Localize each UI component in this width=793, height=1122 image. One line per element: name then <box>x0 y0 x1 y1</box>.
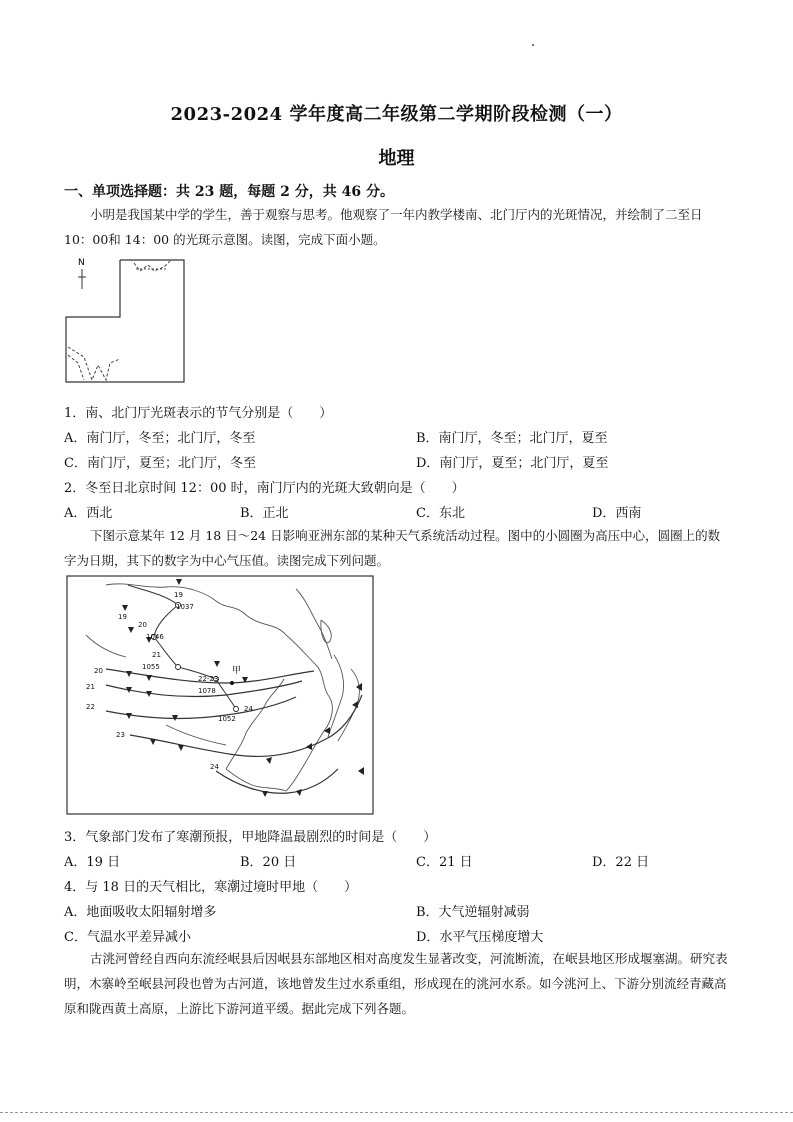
label-day-22-23: 22-23 <box>198 675 219 683</box>
q3-option-d[interactable]: D．22 日 <box>592 855 650 870</box>
corner-dot <box>532 44 534 46</box>
subject-title: 地理 <box>378 148 415 169</box>
passage-2-text: 下图示意某年 12 月 18 日～24 日影响亚洲东部的某种天气系统活动过程。图中的小圆圈为高压中心，圆圈上的数字为日期，其下的数字为中心气压值。读图完成下列问题。 <box>64 528 721 568</box>
label-pressure-1078: 1078 <box>198 687 216 695</box>
passage-3 <box>64 946 729 1021</box>
label-day-24: 24 <box>244 705 253 713</box>
passage-1-text: 小明是我国某中学的学生，善于观察与思考。他观察了一年内教学楼南、北门厅内的光斑情况，并绘制了二至日 10：00和 14：00 的光斑示意图。读图，完成下面小题。 <box>64 207 703 247</box>
q3-option-a[interactable]: A．19 日 <box>64 855 121 870</box>
q2-option-d[interactable]: D．西南 <box>592 506 642 521</box>
label-pressure-1052: 1052 <box>218 715 236 723</box>
q1-option-b[interactable]: B．南门厅，冬至；北门厅，夏至 <box>416 431 608 446</box>
q1-option-a[interactable]: A．南门厅，冬至；北门厅，冬至 <box>64 431 256 446</box>
passage-3-text: 古洮河曾经自西向东流经岷县后因岷县东部地区相对高度发生显著改变，河流断流，在岷县地区形成堰塞湖。研究表明，木寨岭至岷县河段也曾为古河道，该地曾发生过水系重组，形成现在的洮河水系。如今洮河上、下游分别流经青藏高原和陇西黄土高原，上游比下游河道平缓。据此完成下列各题。 <box>64 951 728 1016</box>
label-pressure-1046: 1046 <box>146 633 164 641</box>
q2-option-b[interactable]: B．正北 <box>240 506 289 521</box>
label-day-19: 19 <box>174 591 183 599</box>
q2-option-c[interactable]: C．东北 <box>416 506 465 521</box>
passage-1 <box>64 202 729 252</box>
question-3: 3．气象部门发布了寒潮预报，甲地降温最剧烈的时间是（ ） <box>64 830 437 845</box>
q2-option-a[interactable]: A．西北 <box>64 506 113 521</box>
question-1: 1．南、北门厅光斑表示的节气分别是（ ） <box>64 406 333 421</box>
q1-option-d[interactable]: D．南门厅，夏至；北门厅，夏至 <box>416 456 609 471</box>
q3-option-b[interactable]: B．20 日 <box>240 855 297 870</box>
label-pressure-1055: 1055 <box>142 663 160 671</box>
label-jia: 甲 <box>232 666 242 676</box>
question-2: 2．冬至日北京时间 12：00 时，南门厅内的光斑大致朝向是（ ） <box>64 481 465 496</box>
north-label: N <box>78 258 85 268</box>
page-title: 2023-2024 学年度高二年级第二学期阶段检测（一） <box>170 104 623 125</box>
label-front-20: 20 <box>94 667 103 675</box>
label-day-20: 20 <box>138 621 147 629</box>
q1-option-c[interactable]: C．南门厅，夏至；北门厅，冬至 <box>64 456 256 471</box>
q4-option-d[interactable]: D．水平气压梯度增大 <box>416 930 544 945</box>
label-pressure-1037: 1037 <box>176 603 194 611</box>
label-front-21: 21 <box>86 683 95 691</box>
q4-option-b[interactable]: B．大气逆辐射减弱 <box>416 905 530 920</box>
label-front-24: 24 <box>210 763 219 771</box>
q4-option-a[interactable]: A．地面吸收太阳辐射增多 <box>64 905 217 920</box>
south-hall-light-spot <box>68 347 120 380</box>
page-bottom-divider <box>0 1112 793 1113</box>
label-day-19b: 19 <box>118 613 127 621</box>
q3-option-c[interactable]: C．21 日 <box>416 855 473 870</box>
cold-wave-map <box>66 575 374 815</box>
location-jia-marker <box>230 681 234 685</box>
q4-option-c[interactable]: C．气温水平差异减小 <box>64 930 191 945</box>
label-front-22: 22 <box>86 703 95 711</box>
section-heading: 一、单项选择题：共 23 题，每题 2 分，共 46 分。 <box>64 184 394 200</box>
label-front-23: 23 <box>116 731 125 739</box>
label-day-21: 21 <box>152 651 161 659</box>
question-4: 4．与 18 日的天气相比，寒潮过境时甲地（ ） <box>64 880 358 895</box>
passage-2 <box>64 523 729 573</box>
light-spot-figure <box>64 255 186 385</box>
